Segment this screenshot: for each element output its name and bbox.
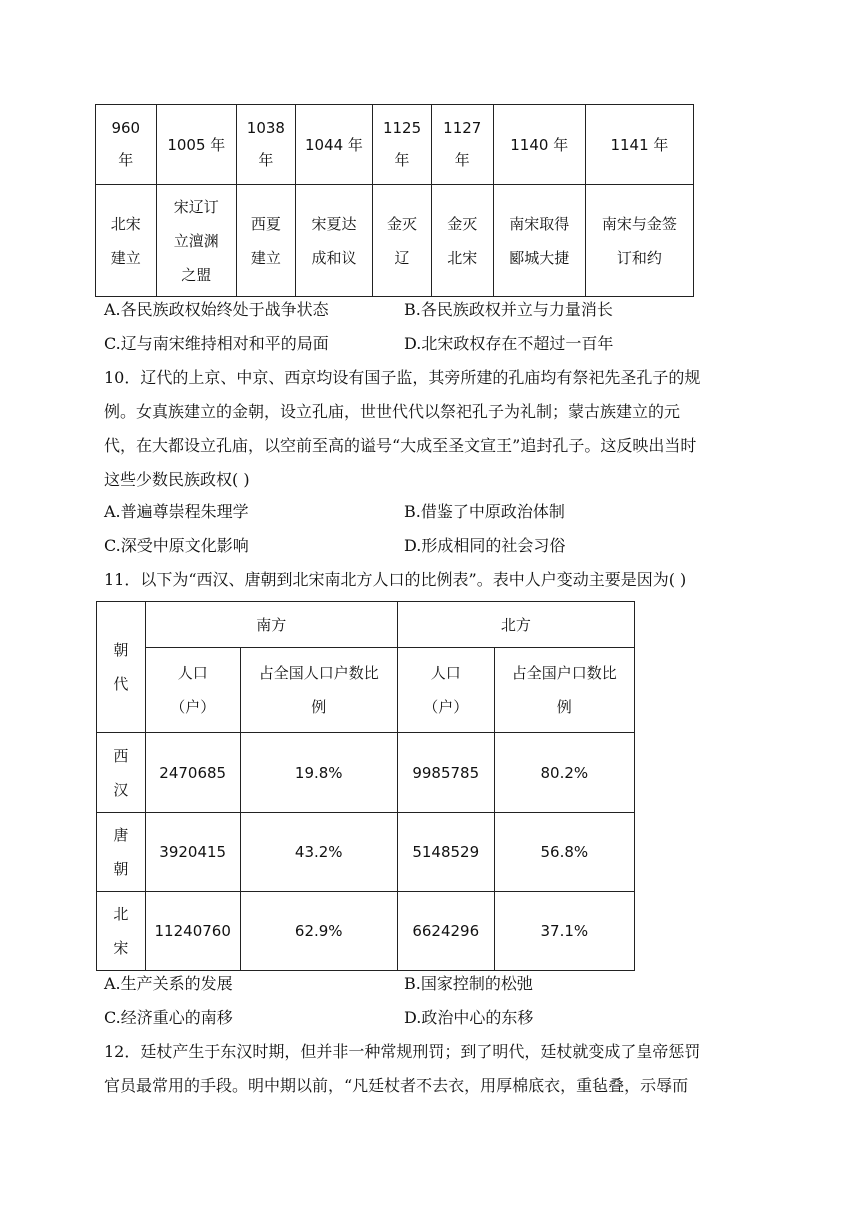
- north-pop-cell: 6624296: [397, 892, 494, 971]
- q11-option-c[interactable]: C.经济重心的南移: [104, 1008, 233, 1027]
- q9-option-c[interactable]: C.辽与南宋维持相对和平的局面: [104, 334, 329, 353]
- event-cell: 北宋 建立: [96, 185, 157, 297]
- q9-option-b[interactable]: B.各民族政权并立与力量消长: [404, 300, 613, 319]
- north-pop-cell: 5148529: [397, 813, 494, 892]
- q11-option-a[interactable]: A.生产关系的发展: [104, 974, 233, 993]
- year-cell: 1125 年: [373, 105, 432, 185]
- dynasty-cell: 唐 朝: [97, 813, 146, 892]
- south-pop-cell: 3920415: [145, 813, 240, 892]
- q12-stem-line: 12．廷杖产生于东汉时期，但并非一种常规刑罚；到了明代，廷杖就变成了皇帝惩罚: [104, 1042, 701, 1061]
- year-cell: 960 年: [96, 105, 157, 185]
- q10-stem-line: 这些少数民族政权( ): [104, 470, 250, 489]
- q12-stem-line: 官员最常用的手段。明中期以前，“凡廷杖者不去衣，用厚棉底衣，重毡叠，示辱而: [104, 1076, 689, 1095]
- year-cell: 1044 年: [295, 105, 372, 185]
- chronology-table: [95, 104, 694, 297]
- event-cell: 宋夏达 成和议: [295, 185, 372, 297]
- north-ratio-header: 占全国户口数比 例: [494, 648, 634, 733]
- event-cell: 金灭 辽: [373, 185, 432, 297]
- north-header: 北方: [397, 602, 634, 648]
- south-header: 南方: [145, 602, 397, 648]
- population-table: [96, 601, 635, 971]
- north-pop-cell: 9985785: [397, 733, 494, 813]
- q9-option-a[interactable]: A.各民族政权始终处于战争状态: [104, 300, 329, 319]
- north-pop-header: 人口 （户）: [397, 648, 494, 733]
- event-cell: 宋辽订 立澶渊 之盟: [156, 185, 236, 297]
- north-ratio-cell: 80.2%: [494, 733, 634, 813]
- year-cell: 1140 年: [493, 105, 585, 185]
- q11-stem: 11．以下为“西汉、唐朝到北宋南北方人口的比例表”。表中人户变动主要是因为( ): [104, 570, 687, 589]
- q10-stem-line: 代，在大都设立孔庙，以空前至高的谥号“大成至圣文宣王”追封孔子。这反映出当时: [104, 436, 697, 455]
- south-ratio-header: 占全国人口户数比 例: [240, 648, 397, 733]
- q10-option-c[interactable]: C.深受中原文化影响: [104, 536, 249, 555]
- q10-option-b[interactable]: B.借鉴了中原政治体制: [404, 502, 565, 521]
- year-cell: 1005 年: [156, 105, 236, 185]
- table-row: [97, 733, 635, 813]
- q11-option-b[interactable]: B.国家控制的松弛: [404, 974, 533, 993]
- south-pop-header: 人口 （户）: [145, 648, 240, 733]
- south-ratio-cell: 19.8%: [240, 733, 397, 813]
- south-pop-cell: 11240760: [145, 892, 240, 971]
- q10-option-d[interactable]: D.形成相同的社会习俗: [404, 536, 566, 555]
- table-row: [97, 813, 635, 892]
- q10-option-a[interactable]: A.普遍尊崇程朱理学: [104, 502, 249, 521]
- event-cell: 西夏 建立: [237, 185, 296, 297]
- event-cell: 金灭 北宋: [431, 185, 493, 297]
- q10-stem-line: 例。女真族建立的金朝，设立孔庙，世世代代以祭祀孔子为礼制；蒙古族建立的元: [104, 402, 681, 421]
- event-cell: 南宋与金签 订和约: [585, 185, 693, 297]
- south-pop-cell: 2470685: [145, 733, 240, 813]
- table-row: [97, 892, 635, 971]
- year-cell: 1127 年: [431, 105, 493, 185]
- q10-stem-line: 10．辽代的上京、中京、西京均设有国子监，其旁所建的孔庙均有祭祀先圣孔子的规: [104, 368, 701, 387]
- year-cell: 1141 年: [585, 105, 693, 185]
- south-ratio-cell: 62.9%: [240, 892, 397, 971]
- year-cell: 1038 年: [237, 105, 296, 185]
- dynasty-cell: 西 汉: [97, 733, 146, 813]
- dynasty-cell: 北 宋: [97, 892, 146, 971]
- north-ratio-cell: 56.8%: [494, 813, 634, 892]
- q9-option-d[interactable]: D.北宋政权存在不超过一百年: [404, 334, 614, 353]
- event-cell: 南宋取得 郾城大捷: [493, 185, 585, 297]
- north-ratio-cell: 37.1%: [494, 892, 634, 971]
- dynasty-header: 朝 代: [97, 602, 146, 733]
- south-ratio-cell: 43.2%: [240, 813, 397, 892]
- q11-option-d[interactable]: D.政治中心的东移: [404, 1008, 534, 1027]
